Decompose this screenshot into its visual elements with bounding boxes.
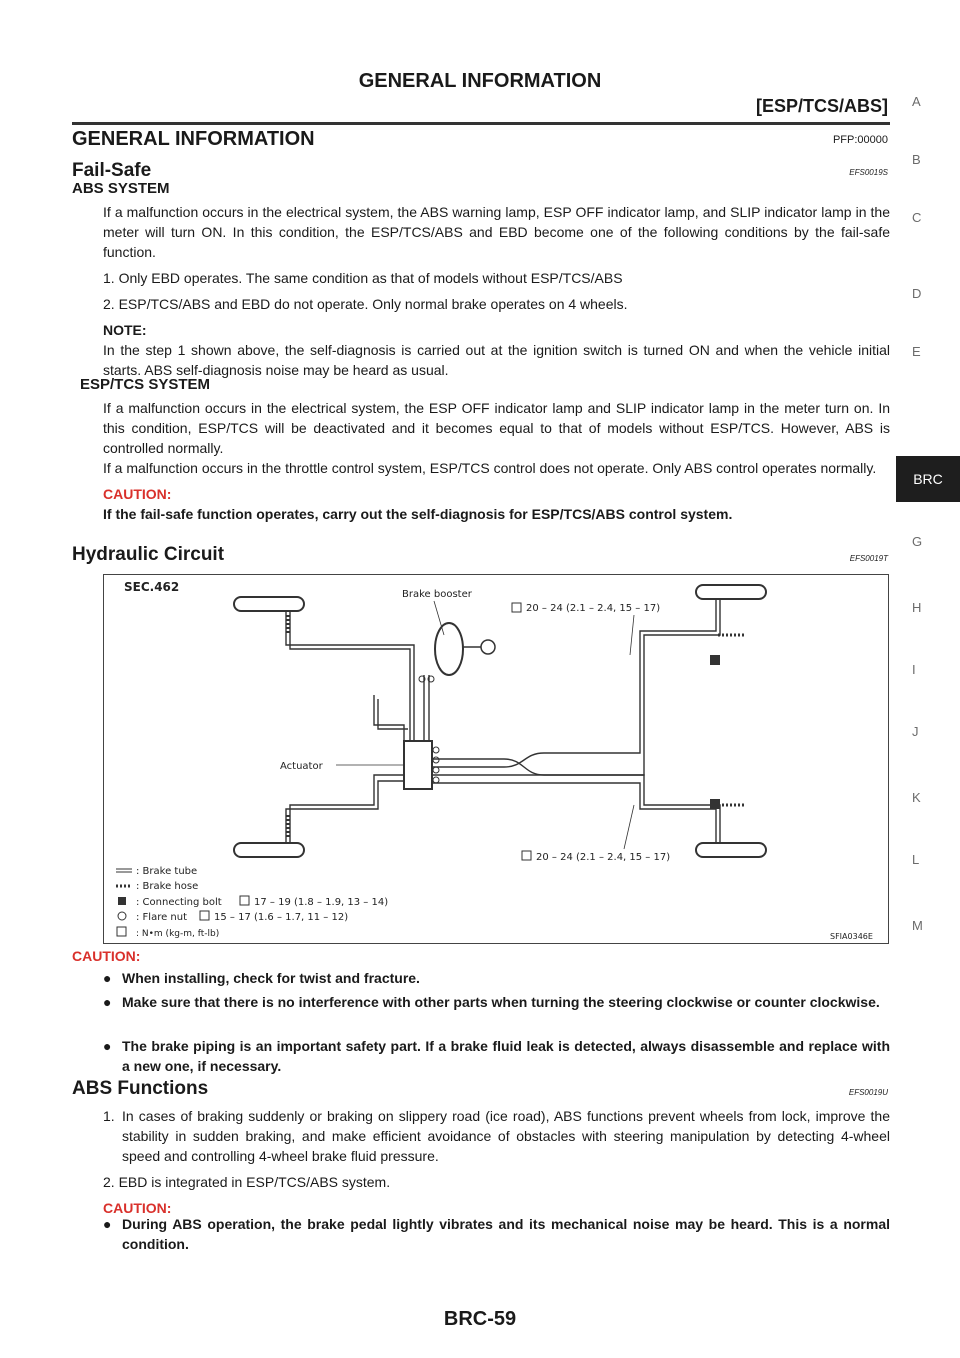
- wrench-icon: [117, 927, 126, 936]
- side-index-a[interactable]: A: [912, 94, 921, 109]
- side-index-e[interactable]: E: [912, 344, 921, 359]
- esp-system-heading: ESP/TCS SYSTEM: [80, 376, 211, 393]
- header-rule: [72, 122, 890, 125]
- note-label: NOTE:: [103, 322, 147, 338]
- bullet-text: When installing, check for twist and fracture.: [122, 970, 420, 986]
- rear-left-wheel: [234, 843, 304, 857]
- abs-system-heading: ABS SYSTEM: [72, 180, 170, 197]
- side-index-k[interactable]: K: [912, 790, 921, 805]
- side-index-i[interactable]: I: [912, 662, 916, 677]
- abs-functions-code: EFS0019U: [848, 1088, 888, 1097]
- connecting-bolt-icon: [710, 799, 720, 809]
- abs-functions-caution-label: CAUTION:: [103, 1200, 172, 1216]
- hydraulic-diagram: [104, 575, 888, 943]
- legend-bolt-torque: 17 – 19 (1.8 – 1.9, 13 – 14): [254, 897, 389, 908]
- brake-booster: [435, 623, 463, 675]
- rear-right-wheel: [696, 843, 766, 857]
- wrench-icon: [240, 896, 249, 905]
- legend-brake-tube: : Brake tube: [136, 866, 198, 877]
- bullet-icon: ●: [103, 970, 112, 986]
- page-number: BRC-59: [443, 1308, 517, 1330]
- bullet-text: The brake piping is an important safety part. If a brake fluid leak is detected, always disassemble and replace with a new one, if necessary.: [122, 1038, 890, 1074]
- bullet-text: Make sure that there is no interference with other parts when turning the steering clockwise or counter clockwise.: [122, 994, 880, 1010]
- figure-id: SFIA0346E: [830, 932, 873, 941]
- abs-functions-bullet: [103, 1214, 890, 1254]
- hydraulic-bullet-3: [103, 1036, 890, 1076]
- page-header-title: GENERAL INFORMATION: [358, 70, 602, 92]
- side-index-c[interactable]: C: [912, 210, 922, 225]
- esp-text-2: If a malfunction occurs in the throttle control system, ESP/TCS control does not operate. Only ABS control operates normally.: [103, 460, 877, 476]
- bullet-icon: ●: [103, 1216, 112, 1232]
- torque-upper-label: 20 – 24 (2.1 – 2.4, 15 – 17): [526, 603, 661, 614]
- side-index-d[interactable]: D: [912, 286, 922, 301]
- hydraulic-code: EFS0019T: [849, 554, 888, 563]
- side-index-j[interactable]: J: [912, 724, 919, 739]
- legend-units: : N•m (kg-m, ft-lb): [136, 929, 220, 939]
- side-index-b[interactable]: B: [912, 152, 921, 167]
- hydraulic-bullet-1: [103, 968, 890, 988]
- front-right-wheel: [696, 585, 766, 599]
- esp-system-body: [103, 398, 890, 524]
- side-index-h[interactable]: H: [912, 600, 922, 615]
- brake-tubes: [286, 599, 720, 843]
- hydraulic-circuit-figure: [103, 574, 889, 944]
- abs-functions-item-2: 2. EBD is integrated in ESP/TCS/ABS system.: [103, 1174, 391, 1190]
- item-number: 1.: [103, 1108, 115, 1124]
- item-text: In cases of braking suddenly or braking on slippery road (ice road), ABS functions prevent wheels from lock, improve the stability in sudden braking, and make efficient avoidance of obstacles with steering manipulation by detecting 4-wheel speed and controlling 4-wheel brake fluid pressure.: [122, 1108, 890, 1164]
- connecting-bolt-icon: [710, 655, 720, 665]
- abs-functions-body: [103, 1106, 890, 1218]
- wrench-icon: [200, 911, 209, 920]
- abs-item-2: 2. ESP/TCS/ABS and EBD do not operate. Only normal brake operates on 4 wheels.: [103, 296, 628, 312]
- bullet-icon: ●: [103, 994, 112, 1010]
- legend-connecting-bolt: : Connecting bolt: [136, 897, 222, 908]
- abs-functions-heading: ABS Functions: [72, 1078, 209, 1099]
- note-text: In the step 1 shown above, the self-diagnosis is carried out at the ignition switch is turned ON and when the vehicle initial starts. ABS self-diagnosis noise may be heard as usual.: [103, 342, 890, 378]
- hydraulic-bullet-2: [103, 992, 890, 1012]
- pfp-code: PFP:00000: [832, 134, 888, 146]
- legend-flare-nut: : Flare nut: [136, 912, 188, 923]
- side-index-brc-active[interactable]: BRC: [896, 456, 960, 502]
- abs-intro-text: If a malfunction occurs in the electrical system, the ABS warning lamp, ESP OFF indicator lamp, and SLIP indicator lamp in the meter will turn ON. In this condition, the ESP/TCS/ABS and EBD become one of the following conditions by the fail-safe function.: [103, 204, 890, 260]
- failsafe-heading: Fail-Safe: [72, 160, 152, 181]
- legend-brake-hose: : Brake hose: [136, 881, 199, 892]
- legend-flare-torque: 15 – 17 (1.6 – 1.7, 11 – 12): [214, 912, 349, 923]
- bullet-icon: ●: [103, 1038, 112, 1054]
- abs-functions-item-1: [103, 1106, 890, 1166]
- hydraulic-heading: Hydraulic Circuit: [72, 544, 225, 565]
- figure-sec-label: SEC.462: [124, 580, 180, 594]
- failsafe-caution-label: CAUTION:: [103, 486, 172, 502]
- brake-hoses: [288, 615, 744, 837]
- actuator-label: Actuator: [280, 761, 323, 772]
- abs-item-1: 1. Only EBD operates. The same condition as that of models without ESP/TCS/ABS: [103, 270, 623, 286]
- failsafe-code: EFS0019S: [849, 168, 888, 177]
- hydraulic-caution-label: CAUTION:: [72, 948, 141, 964]
- actuator: [404, 741, 432, 789]
- side-index-g[interactable]: G: [912, 534, 923, 549]
- side-index-m[interactable]: M: [912, 918, 923, 933]
- page-header-subtitle: [ESP/TCS/ABS]: [755, 96, 888, 116]
- bullet-text: During ABS operation, the brake pedal lightly vibrates and its mechanical noise may be heard. This is a normal condition.: [122, 1216, 890, 1252]
- failsafe-caution-text: If the fail-safe function operates, carry out the self-diagnosis for ESP/TCS/ABS control system.: [103, 506, 733, 522]
- front-left-wheel: [234, 597, 304, 611]
- section-title: GENERAL INFORMATION: [72, 128, 315, 150]
- side-index-l[interactable]: L: [912, 852, 920, 867]
- abs-system-body: [103, 202, 890, 380]
- esp-text-1: If a malfunction occurs in the electrical system, the ESP OFF indicator lamp and SLIP indicator lamp in the meter turn on. In this condition, ESP/TCS will be deactivated and it becomes equal to that of models without ESP/TCS. However, ABS is controlled normally.: [103, 400, 890, 456]
- wrench-icon: [522, 851, 531, 860]
- brake-booster-label: Brake booster: [402, 589, 472, 600]
- wrench-icon: [512, 603, 521, 612]
- torque-lower-label: 20 – 24 (2.1 – 2.4, 15 – 17): [536, 852, 671, 863]
